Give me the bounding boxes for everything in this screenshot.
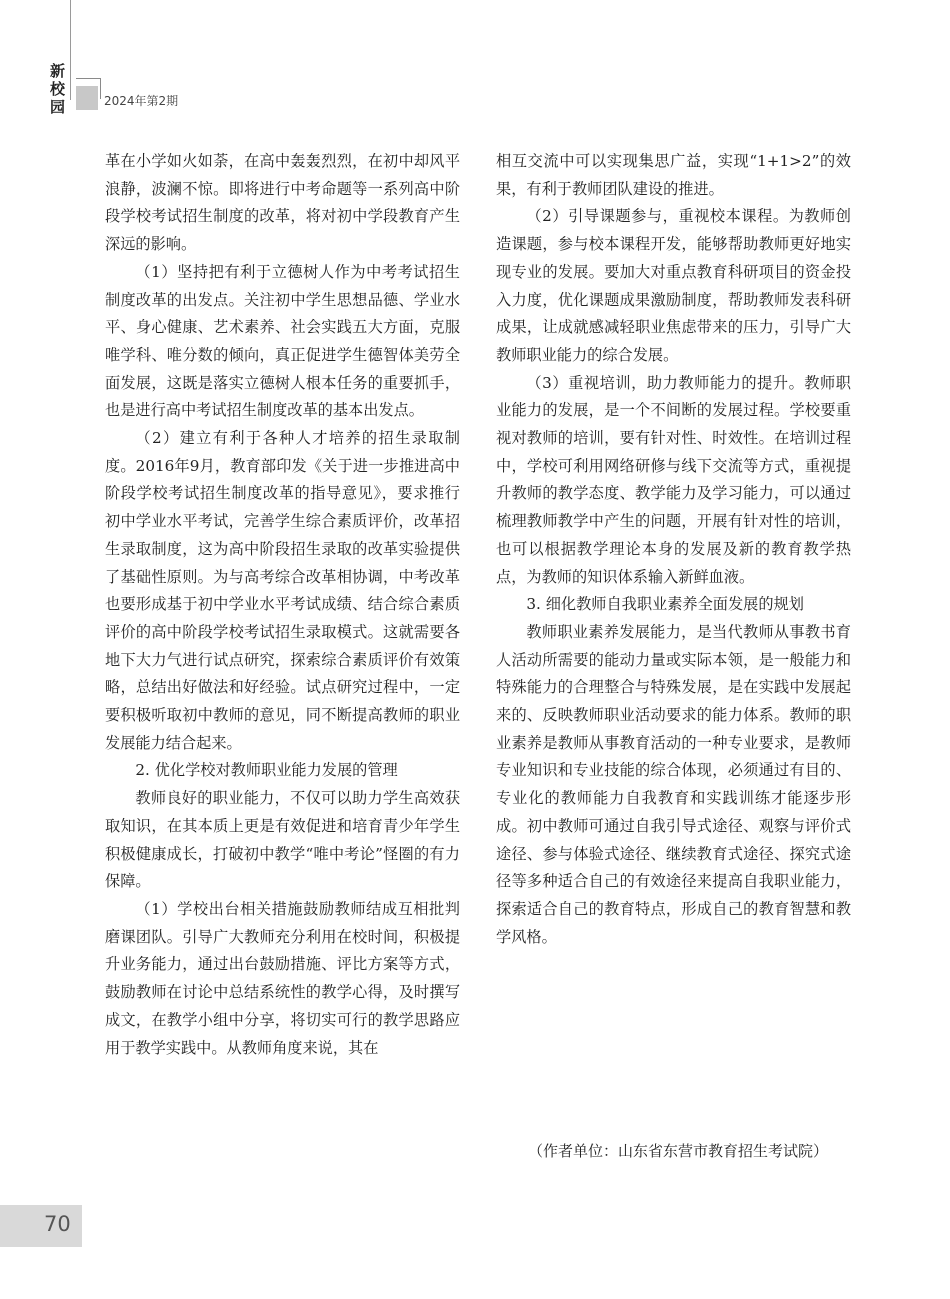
issue-label: 2024年第2期 bbox=[104, 94, 179, 108]
left-column bbox=[105, 148, 460, 1062]
magazine-logo bbox=[50, 62, 70, 116]
paragraph: 教师良好的职业能力，不仅可以助力学生高效获取知识，在其本质上更是有效促进和培育青少年学生积极健康成长，打破初中教学“唯中考论”怪圈的有力保障。 bbox=[105, 789, 460, 891]
author-affiliation: （作者单位：山东省东营市教育招生考试院） bbox=[528, 1142, 829, 1160]
right-column bbox=[496, 148, 851, 951]
section-heading: 2. 优化学校对教师职业能力发展的管理 bbox=[135, 761, 398, 780]
paragraph: （2）引导课题参与，重视校本课程。为教师创造课题，参与校本课程开发，能够帮助教师更好地实现专业的发展。要加大对重点教育科研项目的资金投入力度，优化课题成果激励制度，帮助教师发表科研成果，让成就感减轻职业焦虑带来的压力，引导广大教师职业能力的综合发展。 bbox=[496, 207, 851, 364]
paragraph: （3）重视培训，助力教师能力的提升。教师职业能力的发展，是一个不间断的发展过程。学校要重视对教师的培训，要有针对性、时效性。在培训过程中，学校可利用网络研修与线下交流等方式，重视提升教师的教学态度、教学能力及学习能力，可以通过梳理教师教学中产生的问题，开展有针对性的培训，也可以根据教学理论本身的发展及新的教育教学热点，为教师的知识体系输入新鲜血液。 bbox=[496, 373, 851, 586]
logo-char: 园 bbox=[50, 98, 66, 116]
paragraph: 教师职业素养发展能力，是当代教师从事教书育人活动所需要的能动力量或实际本领，是一般能力和特殊能力的合理整合与特殊发展，是在实践中发展起来的、反映教师职业活动要求的能力体系。教师的职业素养是教师从事教育活动的一种专业要求，是教师专业知识和专业技能的综合体现，必须通过有目的、专业化的教师能力自我教育和实践训练才能逐步形成。初中教师可通过自我引导式途径、观察与评价式途径、参与体验式途径、继续教育式途径、探究式途径等多种适合自己的有效途径来提高自我职业能力，探索适合自己的教育特点，形成自己的教育智慧和教学风格。 bbox=[496, 622, 851, 946]
paragraph: 相互交流中可以实现集思广益，实现“1+1>2”的效果，有利于教师团队建设的推进。 bbox=[496, 152, 851, 198]
page-number: 70 bbox=[44, 1212, 71, 1236]
paragraph: （1）学校出台相关措施鼓励教师结成互相批判磨课团队。引导广大教师充分利用在校时间，积极提升业务能力，通过出台鼓励措施、评比方案等方式，鼓励教师在讨论中总结系统性的教学心得，及时撰写成文，在教学小组中分享，将切实可行的教学思路应用于教学实践中。从教师角度来说，其在 bbox=[105, 899, 460, 1057]
section-heading: 3. 细化教师自我职业素养全面发展的规划 bbox=[526, 595, 804, 614]
header-gray-box bbox=[76, 86, 98, 110]
logo-char: 新 bbox=[50, 62, 66, 80]
logo-char: 校 bbox=[50, 80, 66, 98]
header-rule bbox=[70, 0, 71, 100]
paragraph: （2）建立有利于各种人才培养的招生录取制度。2016年9月，教育部印发《关于进一步推进高中阶段学校考试招生制度改革的指导意见》，要求推行初中学业水平考试，完善学生综合素质评价，改革招生录取制度，这为高中阶段招生录取的改革实验提供了基础性原则。为与高考综合改革相协调，中考改革也要形成基于初中学业水平考试成绩、结合综合素质评价的高中阶段学校考试招生录取模式。这就需要各地下大力气进行试点研究，探索综合素质评价有效策略，总结出好做法和好经验。试点研究过程中，一定要积极听取初中教师的意见，同不断提高教师的职业发展能力结合起来。 bbox=[105, 429, 460, 752]
paragraph: 革在小学如火如荼，在高中轰轰烈烈，在初中却风平浪静，波澜不惊。即将进行中考命题等一系列高中阶段学校考试招生制度的改革，将对初中学段教育产生深远的影响。 bbox=[105, 152, 460, 254]
paragraph: （1）坚持把有利于立德树人作为中考考试招生制度改革的出发点。关注初中学生思想品德、学业水平、身心健康、艺术素养、社会实践五大方面，克服唯学科、唯分数的倾向，真正促进学生德智体美劳全面发展，这既是落实立德树人根本任务的重要抓手，也是进行高中考试招生制度改革的基本出发点。 bbox=[105, 262, 460, 420]
